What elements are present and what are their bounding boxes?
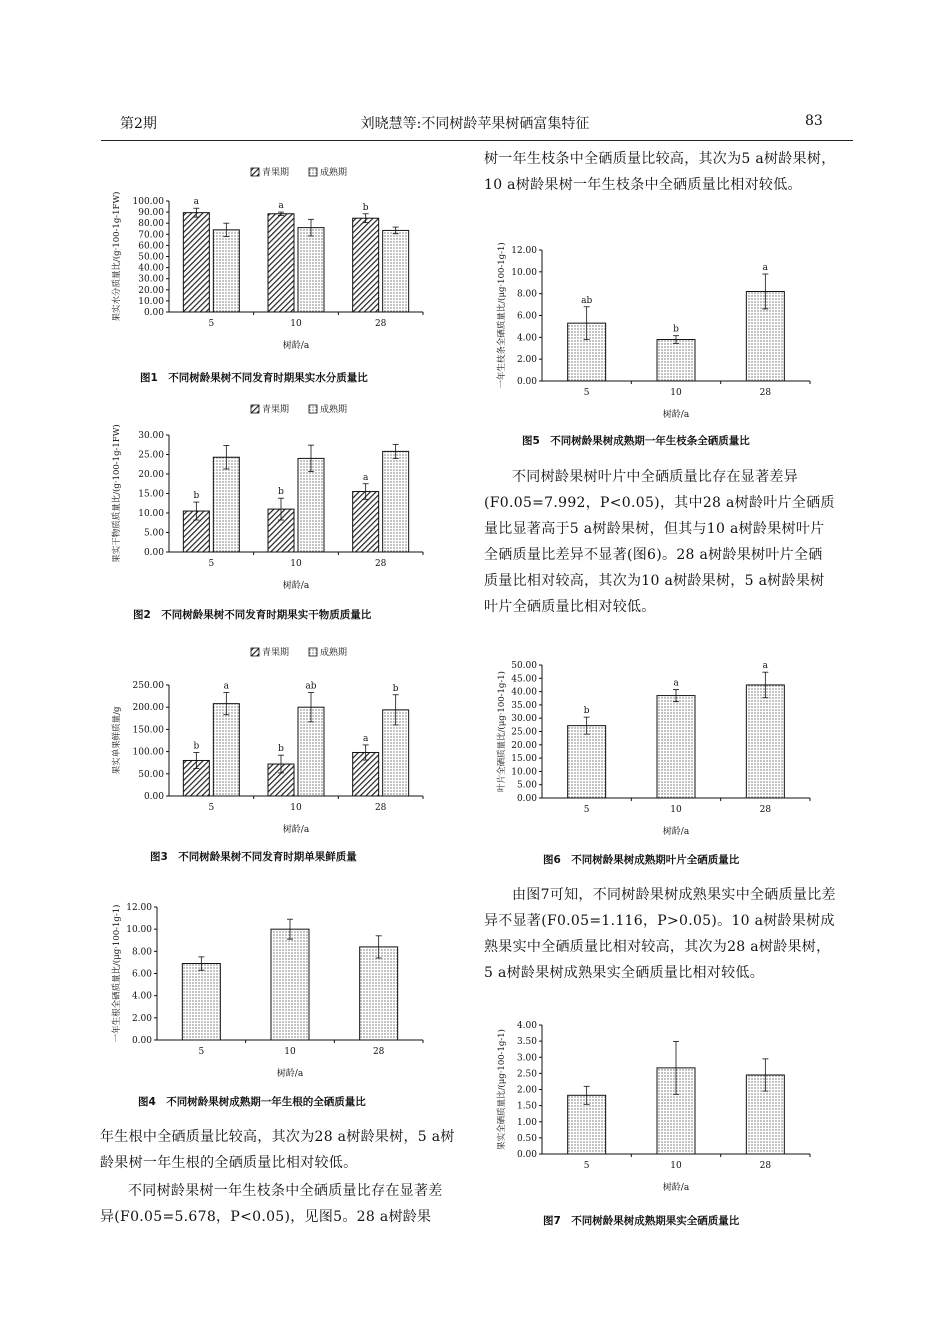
figure-5-chart	[490, 235, 830, 420]
x-tick-label: 5	[583, 1161, 590, 1171]
x-axis-label: 树龄/a	[282, 825, 310, 835]
significance-letter: a	[278, 201, 284, 212]
figure-6-chart	[490, 655, 830, 835]
y-tick-label: 0.00	[143, 308, 164, 318]
legend-label: 成熟期	[320, 648, 348, 658]
bar	[213, 457, 239, 552]
y-tick-label: 2.00	[516, 355, 537, 366]
significance-letter: ab	[581, 295, 593, 306]
y-tick-label: 20.00	[511, 740, 537, 751]
y-tick-label: 0.00	[516, 794, 537, 804]
y-tick-label: 10.00	[138, 509, 164, 519]
y-tick-label: 6.00	[131, 969, 152, 980]
significance-letter: a	[762, 661, 769, 672]
y-tick-label: 0.00	[131, 1036, 152, 1046]
legend-swatch	[309, 405, 317, 413]
paragraph-left-bottom: 年生根中全硒质量比较高，其次为28 a树龄果树，5 a树龄果树一年生根的全硒质量比相对较低。 不同树龄果树一年生枝条中全硒质量比存在显著差异(F0.05=5.678，P<0.05)，见图5。28 a树龄果	[100, 1129, 455, 1225]
x-tick-label: 5	[583, 805, 590, 815]
figure-3-chart	[105, 643, 445, 838]
x-tick-label: 10	[670, 388, 682, 398]
y-tick-label: 0.00	[143, 548, 164, 558]
y-tick-label: 20.00	[138, 470, 164, 480]
x-tick-label: 28	[759, 1161, 772, 1171]
y-tick-label: 1.00	[516, 1117, 537, 1128]
legend-label: 青果期	[262, 648, 290, 658]
y-tick-label: 2.00	[516, 1085, 537, 1096]
legend-label: 成熟期	[320, 405, 348, 415]
x-tick-label: 10	[290, 319, 302, 329]
x-axis-label: 树龄/a	[662, 410, 690, 420]
paragraph-right-bottom: 由图7可知，不同树龄果树成熟果实中全硒质量比差异不显著(F0.05=1.116，P>0.05)。10 a树龄果树成熟果实中全硒质量比相对较高，其次为28 a树龄果树，5 a树龄果树成熟果实全硒质量比相对较低。	[484, 887, 836, 981]
figure-1-chart	[105, 163, 445, 358]
y-tick-label: 100.00	[132, 747, 164, 758]
significance-letter: b	[392, 683, 399, 694]
x-tick-label: 10	[284, 1047, 296, 1057]
y-tick-label: 25.00	[138, 450, 164, 461]
y-tick-label: 4.00	[516, 1021, 537, 1031]
y-tick-label: 15.00	[138, 489, 164, 500]
significance-letter: a	[362, 472, 369, 483]
bar	[298, 458, 324, 552]
bar	[383, 451, 409, 552]
y-tick-label: 35.00	[511, 700, 537, 711]
bar	[657, 696, 695, 798]
significance-letter: b	[583, 706, 590, 717]
legend-label: 青果期	[262, 405, 290, 415]
y-tick-label: 150.00	[132, 725, 164, 736]
y-tick-label: 40.00	[138, 263, 164, 274]
y-tick-label: 12.00	[511, 246, 537, 256]
x-axis-label: 树龄/a	[282, 341, 310, 351]
figure-7-chart	[490, 1015, 830, 1195]
bar	[657, 340, 695, 381]
legend-swatch	[251, 405, 259, 413]
y-tick-label: 5.00	[143, 528, 164, 539]
bar	[353, 218, 379, 312]
x-tick-label: 5	[208, 319, 215, 329]
significance-letter: b	[193, 741, 200, 752]
figure-2-chart	[105, 400, 445, 595]
y-tick-label: 8.00	[131, 947, 152, 958]
x-tick-label: 28	[374, 319, 387, 329]
y-axis-label: 果实干物质质量比/(g·100-1g-1FW)	[112, 424, 122, 563]
y-tick-label: 0.50	[516, 1133, 537, 1144]
bar	[383, 230, 409, 312]
x-tick-label: 28	[759, 805, 772, 815]
legend-swatch	[251, 648, 259, 656]
legend-label: 成熟期	[320, 168, 348, 178]
y-tick-label: 250.00	[132, 681, 164, 691]
y-axis-label: 一年生根全硒质量比/(μg·100-1g-1)	[112, 904, 122, 1043]
y-tick-label: 80.00	[138, 219, 164, 230]
y-tick-label: 4.00	[131, 991, 152, 1002]
legend-swatch	[309, 648, 317, 656]
bar	[183, 213, 209, 312]
paragraph-right-top: 树一年生枝条中全硒质量比较高，其次为5 a树龄果树，10 a树龄果树一年生枝条中全硒质量比相对较低。	[484, 151, 836, 193]
figure-5-caption: 图5 不同树龄果树成熟期一年生枝条全硒质量比	[522, 435, 750, 447]
y-tick-label: 10.00	[511, 267, 537, 278]
x-tick-label: 10	[290, 559, 302, 569]
x-axis-label: 树龄/a	[662, 1183, 690, 1193]
legend-label: 青果期	[262, 168, 290, 178]
y-tick-label: 45.00	[511, 674, 537, 685]
y-tick-label: 5.00	[516, 780, 537, 791]
y-tick-label: 20.00	[138, 285, 164, 296]
legend-swatch	[309, 168, 317, 176]
significance-letter: a	[762, 263, 769, 274]
figure-6-caption: 图6 不同树龄果树成熟期叶片全硒质量比	[543, 854, 740, 866]
significance-letter: a	[673, 678, 679, 689]
y-tick-label: 50.00	[138, 252, 164, 263]
figure-7-caption: 图7 不同树龄果树成熟期果实全硒质量比	[543, 1215, 740, 1227]
x-tick-label: 5	[583, 388, 590, 398]
bar	[182, 964, 220, 1040]
bar	[271, 929, 309, 1040]
running-title: 刘晓慧等:不同树龄苹果树硒富集特征	[360, 116, 590, 132]
y-tick-label: 40.00	[511, 687, 537, 698]
figure-2-caption: 图2 不同树龄果树不同发育时期果实干物质质量比	[133, 609, 372, 621]
x-tick-label: 28	[374, 559, 387, 569]
y-tick-label: 60.00	[138, 241, 164, 252]
significance-letter: a	[193, 197, 200, 208]
y-tick-label: 0.00	[516, 377, 537, 387]
figure-1-caption: 图1 不同树龄果树不同发育时期果实水分质量比	[140, 372, 368, 384]
y-tick-label: 30.00	[138, 431, 164, 441]
y-axis-label: 叶片全硒质量比/(μg·100-1g-1)	[497, 671, 507, 792]
y-tick-label: 2.50	[516, 1069, 537, 1080]
y-tick-label: 70.00	[138, 230, 164, 241]
y-tick-label: 30.00	[138, 274, 164, 285]
bar	[353, 492, 379, 552]
bar	[268, 214, 294, 312]
y-tick-label: 10.00	[126, 925, 152, 936]
y-tick-label: 25.00	[511, 727, 537, 738]
significance-letter: b	[193, 491, 200, 502]
y-tick-label: 8.00	[516, 289, 537, 300]
x-tick-label: 28	[372, 1047, 385, 1057]
bar	[568, 726, 606, 798]
y-tick-label: 200.00	[132, 703, 164, 714]
figure-3-caption: 图3 不同树龄果树不同发育时期单果鲜质量	[150, 851, 357, 863]
bar	[360, 947, 398, 1040]
x-tick-label: 28	[759, 388, 772, 398]
bar	[213, 230, 239, 312]
y-tick-label: 10.00	[138, 296, 164, 307]
bar	[298, 228, 324, 312]
y-axis-label: 一年生枝条全硒质量比/(μg·100-1g-1)	[497, 242, 507, 389]
significance-letter: b	[362, 202, 369, 213]
legend-swatch	[251, 168, 259, 176]
y-axis-label: 果实水分质量比/(g·100-1g-1FW)	[112, 191, 122, 322]
y-tick-label: 50.00	[138, 769, 164, 780]
y-axis-label: 果实单果鲜质量/g	[112, 706, 122, 775]
x-tick-label: 10	[670, 805, 682, 815]
page-number: 83	[805, 113, 823, 129]
significance-letter: ab	[305, 681, 317, 692]
y-axis-label: 果实全硒质量比/(μg·100-1g-1)	[497, 1029, 507, 1150]
y-tick-label: 50.00	[511, 661, 537, 671]
x-axis-label: 树龄/a	[276, 1069, 304, 1079]
x-tick-label: 5	[198, 1047, 205, 1057]
y-tick-label: 0.00	[143, 792, 164, 802]
y-tick-label: 12.00	[126, 903, 152, 913]
x-axis-label: 树龄/a	[282, 581, 310, 591]
significance-letter: b	[278, 487, 284, 498]
y-tick-label: 30.00	[511, 714, 537, 725]
y-tick-label: 4.00	[516, 333, 537, 344]
y-tick-label: 3.50	[516, 1037, 537, 1048]
significance-letter: a	[362, 733, 369, 744]
figure-4-caption: 图4 不同树龄果树成熟期一年生根的全硒质量比	[138, 1096, 366, 1108]
significance-letter: b	[278, 744, 284, 755]
significance-letter: a	[223, 681, 230, 692]
y-tick-label: 15.00	[511, 754, 537, 765]
x-tick-label: 5	[208, 559, 215, 569]
x-tick-label: 10	[290, 803, 302, 813]
y-tick-label: 2.00	[131, 1013, 152, 1024]
y-tick-label: 100.00	[132, 197, 164, 207]
paragraph-right-mid: 不同树龄果树叶片中全硒质量比存在显著差异(F0.05=7.992，P<0.05)，其中28 a树龄叶片全硒质量比显著高于5 a树龄果树，但其与10 a树龄果树叶片全硒质量比差异不显著(图6)。28 a树龄果树叶片全硒质量比相对较高，其次为10 a树龄果树，5 a树龄果树叶片全硒质量比相对较低。	[484, 469, 835, 615]
figure-4-chart	[105, 895, 445, 1079]
x-tick-label: 10	[670, 1161, 682, 1171]
x-axis-label: 树龄/a	[662, 827, 690, 837]
issue-number: 第2期	[120, 116, 157, 132]
x-tick-label: 28	[374, 803, 387, 813]
y-tick-label: 3.00	[516, 1053, 537, 1064]
bar	[213, 704, 239, 796]
y-tick-label: 10.00	[511, 767, 537, 778]
significance-letter: b	[673, 324, 679, 335]
y-tick-label: 6.00	[516, 311, 537, 322]
header-rule	[101, 140, 853, 141]
x-tick-label: 5	[208, 803, 215, 813]
bar	[746, 685, 784, 798]
y-tick-label: 1.50	[516, 1101, 537, 1112]
y-tick-label: 90.00	[138, 208, 164, 219]
y-tick-label: 0.00	[516, 1150, 537, 1160]
